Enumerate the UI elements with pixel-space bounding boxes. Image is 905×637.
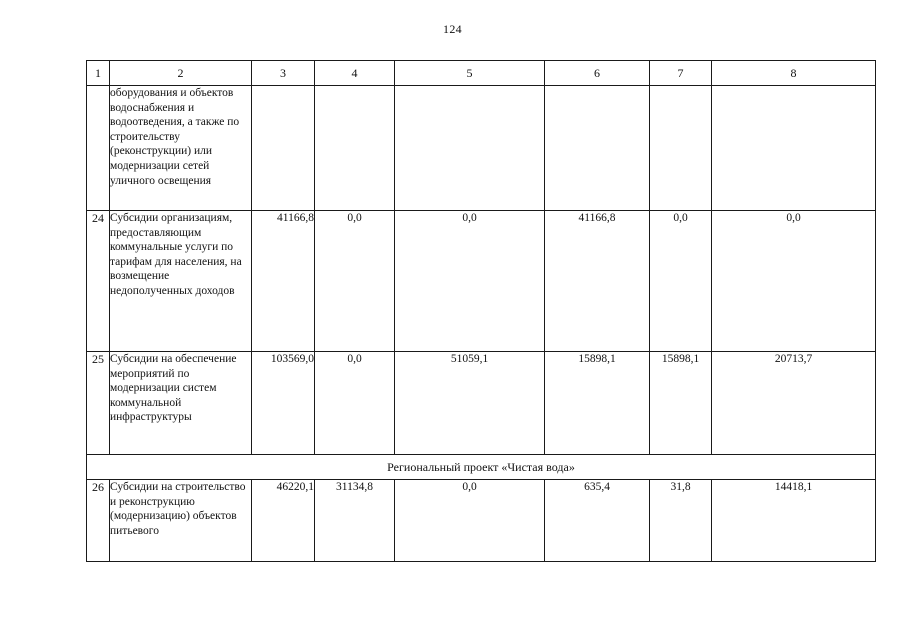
column-header: 6	[545, 61, 650, 86]
row-number	[87, 86, 110, 211]
value-cell: 0,0	[712, 211, 876, 352]
value-cell: 14418,1	[712, 480, 876, 562]
value-cell: 15898,1	[545, 352, 650, 455]
section-title: Региональный проект «Чистая вода»	[87, 455, 876, 480]
value-cell	[315, 86, 395, 211]
value-cell: 41166,8	[252, 211, 315, 352]
table-row	[87, 211, 876, 352]
column-header: 5	[395, 61, 545, 86]
value-cell: 51059,1	[395, 352, 545, 455]
value-cell: 635,4	[545, 480, 650, 562]
value-cell: 20713,7	[712, 352, 876, 455]
value-cell: 0,0	[650, 211, 712, 352]
table-row	[87, 480, 876, 562]
row-number: 25	[87, 352, 110, 455]
value-cell: 0,0	[395, 211, 545, 352]
value-cell: 31134,8	[315, 480, 395, 562]
value-cell: 0,0	[395, 480, 545, 562]
column-header: 8	[712, 61, 876, 86]
row-description: Субсидии организациям, предоставляющим коммунальные услуги по тарифам для населения, на возмещение недополученных доходов	[110, 211, 252, 352]
table-row-continuation	[87, 86, 876, 211]
row-description: оборудования и объектов водоснабжения и водоотведения, а также по строительству (реконструкции) или модернизации сетей уличного освещения	[110, 86, 252, 211]
column-header: 1	[87, 61, 110, 86]
section-header-row	[87, 455, 876, 480]
value-cell: 41166,8	[545, 211, 650, 352]
row-number: 26	[87, 480, 110, 562]
column-header: 2	[110, 61, 252, 86]
value-cell	[252, 86, 315, 211]
column-header: 3	[252, 61, 315, 86]
row-number: 24	[87, 211, 110, 352]
value-cell	[650, 86, 712, 211]
budget-table	[86, 60, 876, 562]
value-cell: 103569,0	[252, 352, 315, 455]
column-header: 7	[650, 61, 712, 86]
value-cell	[545, 86, 650, 211]
page-number: 124	[443, 22, 462, 36]
value-cell	[712, 86, 876, 211]
column-header: 4	[315, 61, 395, 86]
row-description: Субсидии на строительство и реконструкцию (модернизацию) объектов питьевого	[110, 480, 252, 562]
value-cell	[395, 86, 545, 211]
value-cell: 46220,1	[252, 480, 315, 562]
table-row	[87, 352, 876, 455]
value-cell: 15898,1	[650, 352, 712, 455]
value-cell: 0,0	[315, 211, 395, 352]
row-description: Субсидии на обеспечение мероприятий по модернизации систем коммунальной инфраструктуры	[110, 352, 252, 455]
value-cell: 31,8	[650, 480, 712, 562]
value-cell: 0,0	[315, 352, 395, 455]
table-header-row	[87, 61, 876, 86]
